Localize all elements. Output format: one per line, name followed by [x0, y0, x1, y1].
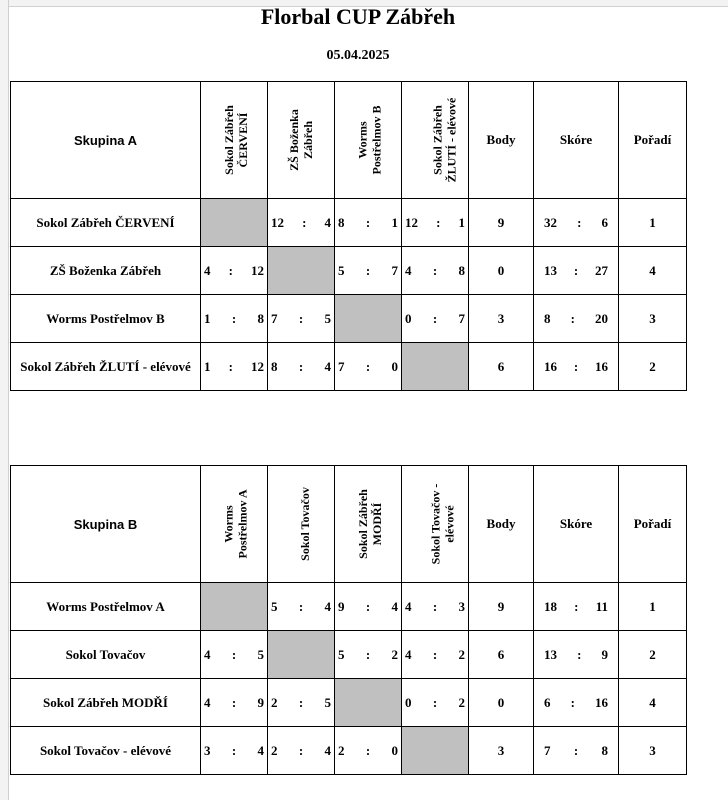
goals-for: 9 [338, 598, 345, 614]
team-row [11, 343, 687, 391]
total-score [534, 679, 619, 727]
score-separator: : [231, 742, 237, 758]
total-goals-for: 32 [544, 214, 557, 230]
goals-for: 4 [204, 262, 211, 278]
match-result [201, 631, 268, 679]
team-name: Sokol Zábřeh ŽLUTÍ - elévové [11, 343, 201, 391]
points-value: 6 [469, 631, 534, 679]
points-header: Body [469, 82, 534, 199]
opponent-column-label-line: Sokol Zábřeh [221, 104, 236, 175]
match-result [268, 727, 335, 775]
group-name: Skupina B [11, 466, 201, 583]
opponent-column-header [402, 466, 469, 583]
score-separator: : [432, 262, 438, 278]
total-goals-against: 11 [595, 598, 608, 614]
match-result [268, 343, 335, 391]
opponent-column-label [298, 487, 312, 561]
goals-against: 8 [257, 310, 264, 326]
opponent-column-label [430, 97, 458, 182]
team-name: Sokol Tovačov - elévové [11, 727, 201, 775]
match-result [201, 727, 268, 775]
goals-for: 3 [204, 742, 211, 758]
opponent-column-label-line: elévové [442, 504, 457, 543]
match-result [402, 295, 469, 343]
goals-against: 8 [458, 262, 465, 278]
opponent-column-label-line: ZŠ Boženka [287, 108, 301, 171]
score-separator: : [228, 262, 233, 278]
event-date: 05.04.2025 [326, 48, 390, 63]
team-row [11, 727, 687, 775]
score-separator: : [298, 742, 304, 758]
score-separator: : [436, 214, 441, 230]
goals-for: 2 [271, 742, 278, 758]
points-value: 9 [469, 199, 534, 247]
match-result [335, 343, 402, 391]
score-separator: : [298, 358, 304, 374]
opponent-column-label [355, 105, 383, 174]
goals-for: 4 [204, 646, 211, 662]
goals-for: 4 [405, 598, 412, 614]
match-result [402, 247, 469, 295]
opponent-column-label [428, 483, 456, 564]
opponent-column-label-line: Postřelmov A [235, 489, 250, 558]
score-separator: : [365, 742, 371, 758]
team-row [11, 295, 687, 343]
opponent-column-label-line: Sokol Zábřeh [430, 104, 445, 175]
goals-against: 2 [458, 646, 465, 662]
score-separator: : [573, 262, 579, 278]
opponent-column-label-line: Sokol Tovačov - [428, 483, 443, 564]
total-score [534, 631, 619, 679]
goals-against: 4 [391, 598, 398, 614]
score-header: Skóre [534, 82, 619, 199]
group-table-b [10, 465, 687, 775]
self-match-cell [335, 679, 402, 727]
goals-against: 12 [251, 262, 264, 278]
goals-against: 0 [391, 742, 398, 758]
rank-value: 4 [619, 679, 687, 727]
goals-against: 3 [458, 598, 465, 614]
match-result [201, 679, 268, 727]
goals-against: 2 [391, 646, 398, 662]
opponent-column-header [402, 82, 469, 199]
points-value: 0 [469, 679, 534, 727]
match-result [335, 583, 402, 631]
total-score [534, 247, 619, 295]
rank-header: Pořadí [619, 466, 687, 583]
goals-against: 7 [391, 262, 398, 278]
total-score [534, 583, 619, 631]
goals-for: 8 [338, 214, 345, 230]
total-goals-for: 13 [544, 646, 557, 662]
goals-for: 7 [338, 358, 345, 374]
score-separator: : [432, 598, 438, 614]
score-separator: : [365, 262, 371, 278]
goals-for: 5 [338, 262, 345, 278]
match-result [402, 631, 469, 679]
goals-against: 4 [324, 742, 331, 758]
score-separator: : [231, 646, 237, 662]
points-header: Body [469, 466, 534, 583]
team-name: ZŠ Boženka Zábřeh [11, 247, 201, 295]
points-value: 6 [469, 343, 534, 391]
opponent-column-label-line: Worms [221, 504, 236, 543]
score-separator: : [298, 598, 304, 614]
score-separator: : [365, 358, 371, 374]
goals-against: 1 [458, 214, 465, 230]
group-header-row [11, 466, 687, 583]
opponent-column-label-line: MODŘÍ [369, 502, 384, 545]
goals-against: 1 [391, 214, 398, 230]
team-name: Worms Postřelmov B [11, 295, 201, 343]
rank-value: 2 [619, 631, 687, 679]
goals-against: 7 [458, 310, 465, 326]
total-goals-for: 13 [544, 262, 557, 278]
score-separator: : [577, 214, 582, 230]
total-goals-against: 16 [595, 358, 608, 374]
total-score [534, 727, 619, 775]
total-goals-for: 16 [544, 358, 557, 374]
page-title: Florbal CUP Zábřeh [260, 4, 456, 29]
group-name: Skupina A [11, 82, 201, 199]
goals-for: 7 [271, 310, 278, 326]
total-score [534, 199, 619, 247]
match-result [402, 679, 469, 727]
total-goals-against: 8 [601, 742, 608, 758]
goals-against: 4 [324, 214, 331, 230]
goals-for: 5 [271, 598, 278, 614]
rank-header: Pořadí [619, 82, 687, 199]
self-match-cell [335, 295, 402, 343]
goals-against: 5 [324, 694, 331, 710]
score-separator: : [365, 214, 371, 230]
opponent-column-header [335, 466, 402, 583]
score-separator: : [570, 310, 575, 326]
match-result [201, 343, 268, 391]
goals-against: 5 [257, 646, 264, 662]
score-header: Skóre [534, 466, 619, 583]
total-goals-against: 16 [595, 694, 608, 710]
row-header-bar [0, 0, 9, 800]
goals-for: 1 [204, 310, 211, 326]
self-match-cell [402, 343, 469, 391]
opponent-column-label-line: Worms [355, 120, 370, 159]
goals-for: 5 [338, 646, 345, 662]
total-goals-against: 27 [595, 262, 608, 278]
total-score [534, 343, 619, 391]
goals-against: 4 [257, 742, 264, 758]
total-score [534, 295, 619, 343]
score-separator: : [365, 598, 371, 614]
score-separator: : [298, 694, 304, 710]
opponent-column-label-line: ŽLUTÍ - elévové [444, 97, 459, 182]
goals-for: 4 [405, 646, 412, 662]
opponent-column-header [268, 466, 335, 583]
total-goals-for: 8 [544, 310, 551, 326]
team-name: Sokol Tovačov [11, 631, 201, 679]
goals-for: 12 [405, 214, 418, 230]
goals-against: 4 [324, 358, 331, 374]
points-value: 3 [469, 727, 534, 775]
goals-against: 5 [324, 310, 331, 326]
score-separator: : [432, 310, 438, 326]
opponent-column-label [221, 489, 249, 558]
group-table-a [10, 81, 687, 391]
team-name: Sokol Zábřeh ČERVENÍ [11, 199, 201, 247]
rank-value: 3 [619, 295, 687, 343]
team-row [11, 199, 687, 247]
self-match-cell [201, 583, 268, 631]
goals-against: 0 [391, 358, 398, 374]
opponent-column-label-line: ČERVENÍ [235, 112, 250, 167]
self-match-cell [268, 247, 335, 295]
team-row [11, 583, 687, 631]
match-result [201, 247, 268, 295]
match-result [268, 583, 335, 631]
opponent-column-header [201, 82, 268, 199]
total-goals-against: 9 [601, 646, 608, 662]
goals-for: 2 [338, 742, 345, 758]
match-result [268, 679, 335, 727]
score-separator: : [570, 694, 575, 710]
total-goals-for: 7 [544, 742, 551, 758]
opponent-column-label [222, 105, 250, 175]
score-separator: : [573, 742, 579, 758]
score-separator: : [574, 598, 579, 614]
rank-value: 1 [619, 199, 687, 247]
team-row [11, 679, 687, 727]
score-separator: : [302, 214, 307, 230]
opponent-column-header [201, 466, 268, 583]
goals-for: 4 [405, 262, 412, 278]
group-header-row [11, 82, 687, 199]
team-name: Sokol Zábřeh MODŘÍ [11, 679, 201, 727]
total-goals-for: 18 [544, 598, 557, 614]
opponent-column-label [356, 489, 384, 559]
match-result [268, 295, 335, 343]
match-result [268, 199, 335, 247]
team-row [11, 247, 687, 295]
score-separator: : [573, 358, 579, 374]
opponent-column-label-line: Zábřeh [301, 120, 315, 159]
self-match-cell [268, 631, 335, 679]
score-separator: : [231, 694, 237, 710]
self-match-cell [402, 727, 469, 775]
rank-value: 1 [619, 583, 687, 631]
goals-against: 4 [324, 598, 331, 614]
score-separator: : [298, 310, 304, 326]
goals-against: 2 [458, 694, 465, 710]
goals-for: 12 [271, 214, 284, 230]
goals-for: 1 [204, 358, 211, 374]
match-result [335, 247, 402, 295]
match-result [335, 199, 402, 247]
points-value: 9 [469, 583, 534, 631]
match-result [335, 631, 402, 679]
match-result [402, 199, 469, 247]
opponent-column-label [287, 109, 315, 171]
match-result [201, 295, 268, 343]
self-match-cell [201, 199, 268, 247]
rank-value: 3 [619, 727, 687, 775]
team-row [11, 631, 687, 679]
points-value: 3 [469, 295, 534, 343]
points-value: 0 [469, 247, 534, 295]
opponent-column-header [335, 82, 402, 199]
match-result [335, 727, 402, 775]
score-separator: : [432, 646, 438, 662]
total-goals-against: 20 [595, 310, 608, 326]
score-separator: : [231, 310, 237, 326]
opponent-column-label-line: Sokol Tovačov [297, 487, 312, 561]
score-separator: : [228, 358, 233, 374]
goals-for: 0 [405, 310, 412, 326]
score-separator: : [577, 646, 582, 662]
score-separator: : [365, 646, 371, 662]
goals-against: 12 [251, 358, 264, 374]
goals-for: 2 [271, 694, 278, 710]
match-result [402, 583, 469, 631]
opponent-column-label-line: Postřelmov B [369, 105, 384, 174]
rank-value: 4 [619, 247, 687, 295]
score-separator: : [432, 694, 438, 710]
goals-against: 9 [257, 694, 264, 710]
team-name: Worms Postřelmov A [11, 583, 201, 631]
opponent-column-header [268, 82, 335, 199]
total-goals-for: 6 [544, 694, 551, 710]
total-goals-against: 6 [601, 214, 608, 230]
goals-for: 4 [204, 694, 211, 710]
opponent-column-label-line: Sokol Zábřeh [355, 488, 370, 559]
rank-value: 2 [619, 343, 687, 391]
goals-for: 8 [271, 358, 278, 374]
goals-for: 0 [405, 694, 412, 710]
